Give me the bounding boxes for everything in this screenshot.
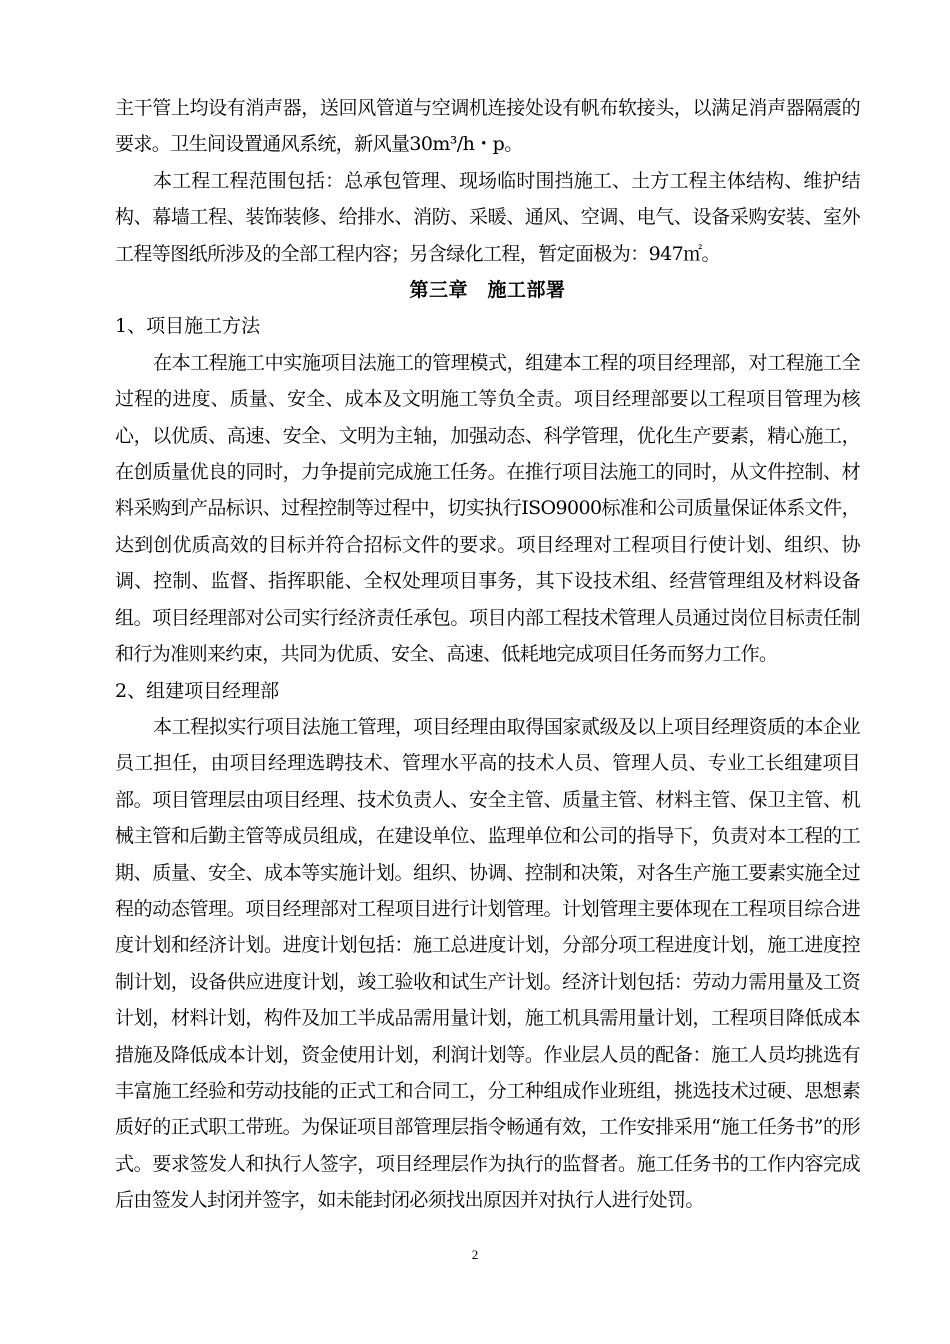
document-body: [115, 90, 860, 1219]
section-heading-construction-method: 1、项目施工方法: [115, 315, 261, 338]
page-number: 2: [471, 1247, 479, 1262]
section-heading-project-department: 2、组建项目经理部: [115, 679, 280, 702]
paragraph-project-department: 本工程拟实行项目法施工管理，项目经理由取得国家贰级及以上项目经理资质的本企业员工担任，由项目经理选聘技术、管理水平高的技术人员、管理人员、专业工长组建项目部。项目管理层由项目经理、技术负责人、安全主管、质量主管、材料主管、保卫主管、机械主管和后勤主管等成员组成，在建设单位、监理单位和公司的指导下，负责对本工程的工期、质量、安全、成本等实施计划。组织、协调、控制和决策，对各生产施工要素实施全过程的动态管理。项目经理部对工程项目进行计划管理。计划管理主要体现在工程项目综合进度计划和经济计划。进度计划包括：施工总进度计划，分部分项工程进度计划，施工进度控制计划，设备供应进度计划，竣工验收和试生产计划。经济计划包括：劳动力需用量及工资计划，材料计划，构件及加工半成品需用量计划，施工机具需用量计划，工程项目降低成本措施及降低成本计划，资金使用计划，利润计划等。作业层人员的配备：施工人员均挑选有丰富施工经验和劳动技能的正式工和合同工，分工种组成作业班组，挑选技术过硬、思想素质好的正式职工带班。为保证项目部管理层指令畅通有效，工作安排采用“施工任务书”的形式。要求签发人和执行人签字，项目经理层作为执行的监督者。施工任务书的工作内容完成后由签发人封闭并签字，如未能封闭必须找出原因并对执行人进行处罚。: [115, 715, 860, 1212]
paragraph-construction-method: 在本工程施工中实施项目法施工的管理模式，组建本工程的项目经理部，对工程施工全过程的进度、质量、安全、成本及文明施工等负全责。项目经理部要以工程项目管理为核心，以优质、高速、安全、文明为主轴，加强动态、科学管理，优化生产要素，精心施工，在创质量优良的同时，力争提前完成施工任务。在推行项目法施工的同时，从文件控制、材料采购到产品标识、过程控制等过程中，切实执行ISO9000标准和公司质量保证体系文件，达到创优质高效的目标并符合招标文件的要求。项目经理对工程项目行使计划、组织、协调、控制、监督、指挥职能、全权处理项目事务，其下设技术组、经营管理组及材料设备组。项目经理部对公司实行经济责任承包。项目内部工程技术管理人员通过岗位目标责任制和行为准则来约束，共同为优质、安全、高速、低耗地完成项目任务而努力工作。: [115, 351, 860, 666]
paragraph-project-scope: 本工程工程范围包括：总承包管理、现场临时围挡施工、土方工程主体结构、维护结构、幕墙工程、装饰装修、给排水、消防、采暖、通风、空调、电气、设备采购安装、室外工程等图纸所涉及的全部工程内容；另含绿化工程，暂定面极为：947㎡。: [115, 169, 860, 265]
chapter-title: 第三章 施工部署: [409, 279, 566, 302]
paragraph-ventilation: 主干管上均设有消声器，送回风管道与空调机连接处设有帆布软接头，以满足消声器隔震的要求。卫生间设置通风系统，新风量30m³/h・p。: [115, 97, 860, 156]
